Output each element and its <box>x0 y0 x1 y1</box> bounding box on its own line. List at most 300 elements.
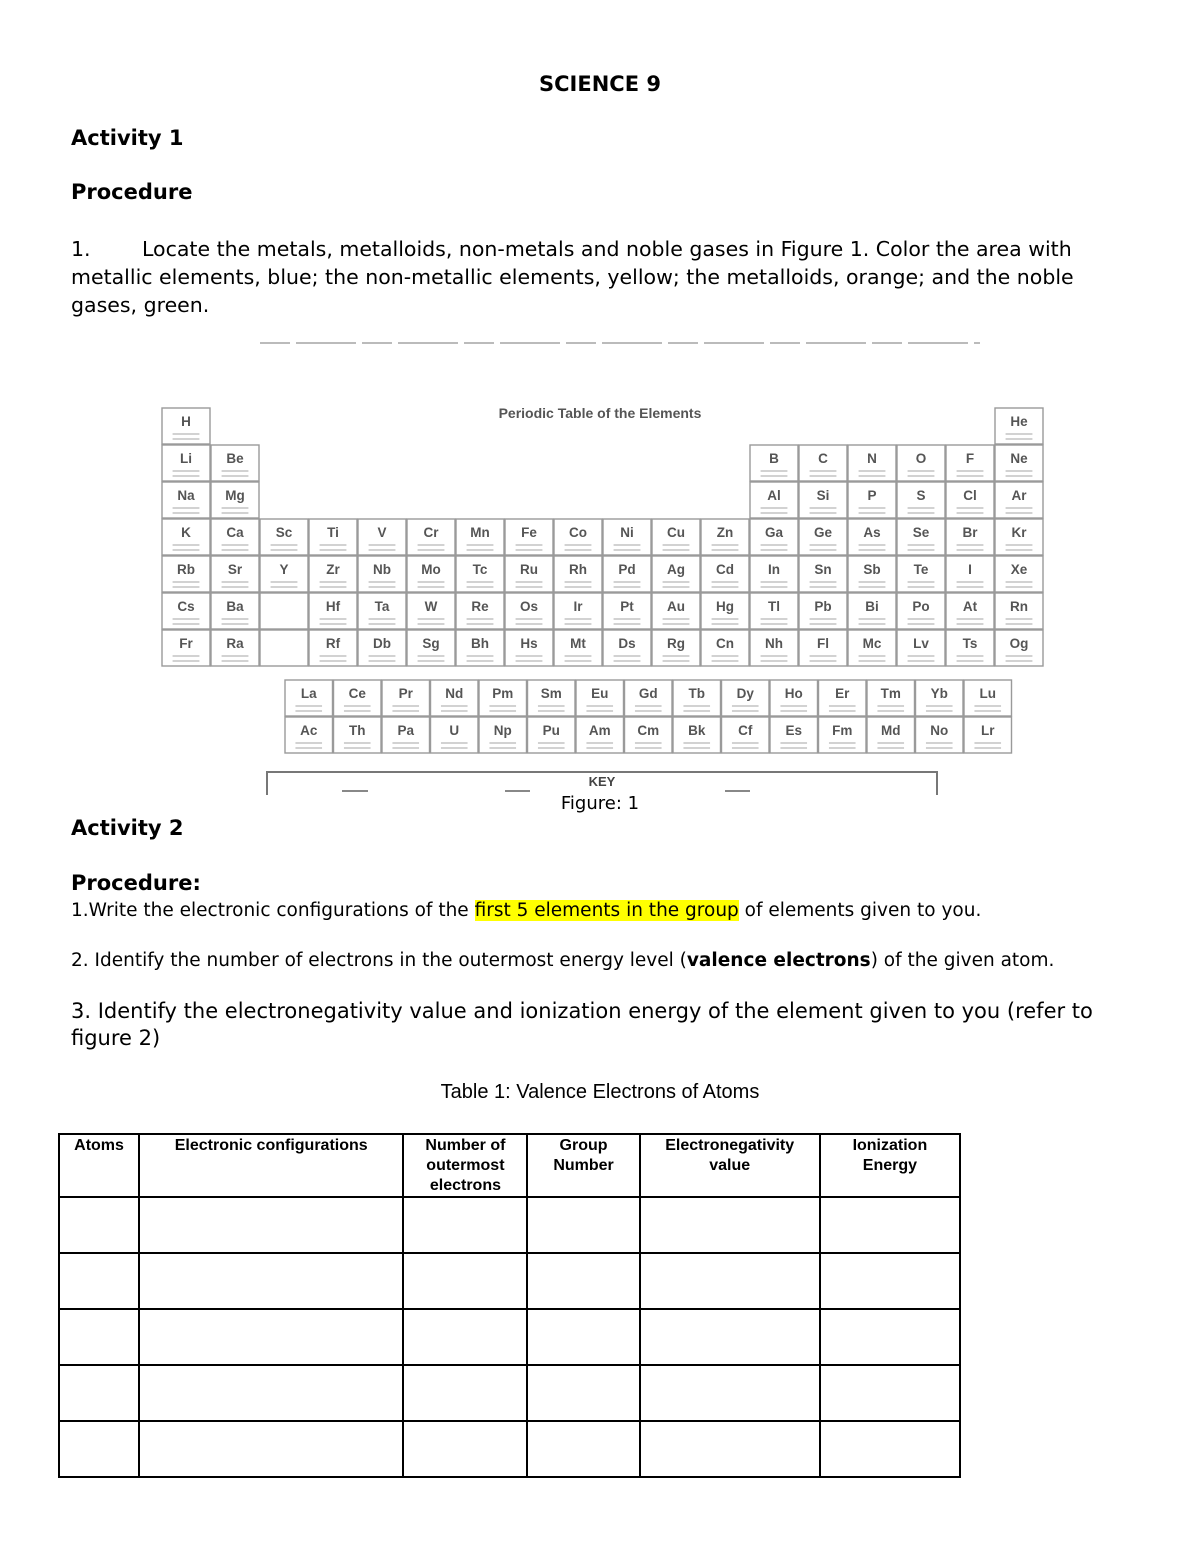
element-symbol: Lv <box>913 636 929 651</box>
element-symbol: Tm <box>880 686 901 701</box>
element-As <box>848 519 896 555</box>
periodic-table-figure <box>160 340 1045 795</box>
element-symbol: Th <box>349 723 366 738</box>
element-Pm <box>479 680 527 716</box>
element-symbol: Am <box>588 723 611 738</box>
element-Lv <box>897 630 945 666</box>
table-cell[interactable] <box>820 1309 960 1365</box>
element-symbol: Cn <box>716 636 734 651</box>
bold-term: valence electrons <box>686 950 871 971</box>
element-symbol: Sb <box>863 562 881 577</box>
element-symbol: Db <box>373 636 391 651</box>
highlighted-text: first 5 elements in the group <box>474 900 739 921</box>
col-header-atoms: Atoms <box>59 1134 139 1197</box>
element-V <box>358 519 406 555</box>
element-symbol: Y <box>279 562 289 577</box>
element-Cn <box>701 630 749 666</box>
table-row <box>59 1309 960 1365</box>
element-In <box>750 556 798 592</box>
element-Ni <box>603 519 651 555</box>
element-Pu <box>528 717 576 753</box>
element-Am <box>576 717 624 753</box>
table-cell[interactable] <box>820 1197 960 1253</box>
element-symbol: Ho <box>784 686 803 701</box>
element-Fe <box>505 519 553 555</box>
element-symbol: Si <box>816 488 830 503</box>
element-symbol: Rb <box>177 562 195 577</box>
element-symbol: No <box>930 723 949 738</box>
col-header-group-number: Group Number <box>527 1134 639 1197</box>
element-symbol: Ra <box>226 636 244 651</box>
element-Kr <box>995 519 1043 555</box>
element-Er <box>819 680 867 716</box>
element-Fr <box>162 630 210 666</box>
table-cell[interactable] <box>139 1309 403 1365</box>
element-symbol: Ge <box>813 525 833 540</box>
element-Pd <box>603 556 651 592</box>
element-Rg <box>652 630 700 666</box>
activity-2-heading: Activity 2 <box>71 816 184 840</box>
element-Nh <box>750 630 798 666</box>
element-Ag <box>652 556 700 592</box>
element-Na <box>162 482 210 518</box>
element-symbol: Pd <box>618 562 636 577</box>
element-symbol: Tl <box>768 599 780 614</box>
element-Mg <box>211 482 259 518</box>
element-Cl <box>946 482 994 518</box>
element-Re <box>456 593 504 629</box>
element-Ba <box>211 593 259 629</box>
element-Tl <box>750 593 798 629</box>
element-symbol: In <box>768 562 780 577</box>
valence-electrons-table <box>58 1133 961 1478</box>
table-cell[interactable] <box>820 1421 960 1477</box>
element-symbol: B <box>769 451 779 466</box>
element-symbol: Pu <box>542 723 560 738</box>
col-header-ionization-energy: Ionization Energy <box>820 1134 960 1197</box>
element-Mo <box>407 556 455 592</box>
table-cell[interactable] <box>139 1365 403 1421</box>
element-symbol: Cu <box>667 525 685 540</box>
element-symbol: W <box>424 599 438 614</box>
element-symbol: Te <box>913 562 929 577</box>
element-symbol: Mg <box>225 488 245 503</box>
element-Ga <box>750 519 798 555</box>
element-symbol: Ag <box>667 562 685 577</box>
activity-2-step-2: 2. Identify the number of electrons in the outermost energy level (valence electrons) of the given atom. <box>71 950 1055 971</box>
page-title: SCIENCE 9 <box>539 72 661 96</box>
element-symbol: Er <box>835 686 850 701</box>
element-symbol: Ts <box>962 636 978 651</box>
table-cell[interactable] <box>59 1197 139 1253</box>
element-W <box>407 593 455 629</box>
element-symbol: Pm <box>492 686 514 701</box>
table-row <box>59 1421 960 1477</box>
element-symbol: Cs <box>177 599 195 614</box>
element-Db <box>358 630 406 666</box>
element-symbol: P <box>867 488 877 503</box>
table-cell[interactable] <box>403 1197 527 1253</box>
element-symbol: Hf <box>325 599 341 614</box>
element-Pb <box>799 593 847 629</box>
element-symbol: Pa <box>397 723 415 738</box>
element-symbol: Yb <box>930 686 948 701</box>
table-cell[interactable] <box>59 1365 139 1421</box>
element-Nd <box>431 680 479 716</box>
element-symbol: Rg <box>667 636 685 651</box>
placeholder-cell <box>260 630 308 666</box>
element-symbol: Cr <box>423 525 439 540</box>
element-Fl <box>799 630 847 666</box>
element-symbol: Fm <box>832 723 853 738</box>
element-symbol: Ar <box>1011 488 1027 503</box>
element-symbol: V <box>377 525 387 540</box>
element-symbol: Sg <box>422 636 440 651</box>
procedure-heading-2: Procedure: <box>71 871 201 895</box>
table-cell[interactable] <box>403 1421 527 1477</box>
element-symbol: Be <box>226 451 244 466</box>
key-label: KEY <box>588 774 616 789</box>
element-Au <box>652 593 700 629</box>
element-Bi <box>848 593 896 629</box>
element-symbol: Nb <box>373 562 391 577</box>
element-symbol: Ir <box>573 599 583 614</box>
element-symbol: Bi <box>865 599 879 614</box>
element-symbol: Tc <box>472 562 488 577</box>
table-cell[interactable] <box>527 1421 639 1477</box>
element-Sb <box>848 556 896 592</box>
element-No <box>916 717 964 753</box>
element-H <box>162 408 210 444</box>
element-symbol: Md <box>881 723 901 738</box>
activity-1-step <box>71 235 1131 319</box>
element-Ra <box>211 630 259 666</box>
element-symbol: F <box>965 451 975 466</box>
element-symbol: Ac <box>300 723 318 738</box>
step-text: Locate the metals, metalloids, non-metals and noble gases in Figure 1. Color the area with metallic elements, blue; the non-metallic elements, yellow; the metalloids, orange; and the noble gases, green. <box>71 237 1074 317</box>
element-I <box>946 556 994 592</box>
element-symbol: Es <box>785 723 803 738</box>
element-symbol: Hg <box>716 599 734 614</box>
element-symbol: U <box>449 723 460 738</box>
element-Ti <box>309 519 357 555</box>
element-K <box>162 519 210 555</box>
element-symbol: Co <box>569 525 587 540</box>
element-Pt <box>603 593 651 629</box>
element-symbol: Mt <box>570 636 586 651</box>
element-symbol: Bk <box>688 723 706 738</box>
element-symbol: N <box>867 451 877 466</box>
element-symbol: O <box>915 451 927 466</box>
element-symbol: Br <box>962 525 978 540</box>
table-cell[interactable] <box>640 1309 820 1365</box>
element-C <box>799 445 847 481</box>
element-Es <box>770 717 818 753</box>
element-Si <box>799 482 847 518</box>
element-symbol: Sm <box>540 686 562 701</box>
element-Sc <box>260 519 308 555</box>
element-symbol: Ru <box>520 562 538 577</box>
element-symbol: Ne <box>1010 451 1028 466</box>
element-Ds <box>603 630 651 666</box>
col-header-electronegativity: Electronegativity value <box>640 1134 820 1197</box>
element-symbol: Al <box>767 488 781 503</box>
element-symbol: Sr <box>227 562 243 577</box>
col-header-outermost-electrons: Number of outermost electrons <box>403 1134 527 1197</box>
element-symbol: Ba <box>226 599 244 614</box>
element-Tc <box>456 556 504 592</box>
element-Os <box>505 593 553 629</box>
element-symbol: Zn <box>716 525 734 540</box>
element-Tm <box>867 680 915 716</box>
element-Y <box>260 556 308 592</box>
element-symbol: Rn <box>1010 599 1028 614</box>
table-cell[interactable] <box>139 1253 403 1309</box>
element-He <box>995 408 1043 444</box>
element-Sm <box>528 680 576 716</box>
element-Br <box>946 519 994 555</box>
element-symbol: Lu <box>979 686 996 701</box>
table-cell[interactable] <box>403 1253 527 1309</box>
element-N <box>848 445 896 481</box>
element-Cr <box>407 519 455 555</box>
table-cell[interactable] <box>820 1365 960 1421</box>
element-Sg <box>407 630 455 666</box>
element-symbol: Hs <box>520 636 538 651</box>
element-symbol: Fr <box>179 636 193 651</box>
element-symbol: Ta <box>374 599 390 614</box>
element-symbol: Fe <box>521 525 537 540</box>
element-Xe <box>995 556 1043 592</box>
element-symbol: Eu <box>591 686 609 701</box>
element-Rb <box>162 556 210 592</box>
table-cell[interactable] <box>527 1197 639 1253</box>
element-symbol: Pt <box>620 599 634 614</box>
element-Mc <box>848 630 896 666</box>
element-symbol: At <box>962 599 978 614</box>
table-cell[interactable] <box>403 1365 527 1421</box>
table-cell[interactable] <box>820 1253 960 1309</box>
figure-caption: Figure: 1 <box>560 793 640 814</box>
element-symbol: Cd <box>716 562 734 577</box>
element-Bh <box>456 630 504 666</box>
element-symbol: Pr <box>398 686 413 701</box>
element-symbol: Np <box>493 723 512 738</box>
element-Ho <box>770 680 818 716</box>
element-symbol: Os <box>519 599 539 614</box>
element-Rf <box>309 630 357 666</box>
element-Ta <box>358 593 406 629</box>
element-symbol: Ga <box>764 525 784 540</box>
element-Lu <box>964 680 1012 716</box>
element-symbol: Cf <box>738 723 753 738</box>
element-Co <box>554 519 602 555</box>
element-symbol: C <box>818 451 828 466</box>
table-cell[interactable] <box>59 1421 139 1477</box>
element-Li <box>162 445 210 481</box>
element-Al <box>750 482 798 518</box>
element-Np <box>479 717 527 753</box>
element-Rh <box>554 556 602 592</box>
element-Fm <box>819 717 867 753</box>
element-Ac <box>285 717 333 753</box>
element-Ar <box>995 482 1043 518</box>
element-P <box>848 482 896 518</box>
activity-2-step-3: 3. Identify the electronegativity value and ionization energy of the element given to you (refer to figure 2) <box>71 999 1093 1050</box>
table-cell[interactable] <box>139 1421 403 1477</box>
element-Hf <box>309 593 357 629</box>
element-symbol: Sn <box>814 562 832 577</box>
table-row <box>59 1197 960 1253</box>
activity-1-heading: Activity 1 <box>71 126 184 150</box>
element-symbol: Nd <box>445 686 464 701</box>
element-symbol: Rf <box>325 636 341 651</box>
element-Ne <box>995 445 1043 481</box>
element-B <box>750 445 798 481</box>
placeholder-cell <box>260 593 308 629</box>
element-symbol: Mo <box>421 562 441 577</box>
element-Lr <box>964 717 1012 753</box>
element-symbol: Lr <box>981 723 995 738</box>
element-symbol: Tb <box>688 686 705 701</box>
element-Tb <box>673 680 721 716</box>
element-Md <box>867 717 915 753</box>
element-symbol: Pb <box>814 599 832 614</box>
element-Te <box>897 556 945 592</box>
activity-2-step-1: 1.Write the electronic configurations of the first 5 elements in the group of elements given to you. <box>71 900 982 921</box>
element-Rn <box>995 593 1043 629</box>
table-row <box>59 1365 960 1421</box>
element-symbol: Kr <box>1011 525 1027 540</box>
table-caption: Table 1: Valence Electrons of Atoms <box>440 1081 760 1103</box>
element-cells <box>162 408 1043 753</box>
table-cell[interactable] <box>403 1309 527 1365</box>
element-Og <box>995 630 1043 666</box>
element-symbol: Re <box>471 599 489 614</box>
element-symbol: Ni <box>620 525 634 540</box>
element-Cm <box>625 717 673 753</box>
table-header-row <box>59 1134 960 1197</box>
element-symbol: As <box>863 525 881 540</box>
table-cell[interactable] <box>527 1309 639 1365</box>
element-Yb <box>916 680 964 716</box>
element-symbol: Ds <box>618 636 636 651</box>
element-Th <box>334 717 382 753</box>
element-Se <box>897 519 945 555</box>
col-header-electronic-configurations: Electronic configurations <box>139 1134 403 1197</box>
element-symbol: Mn <box>470 525 490 540</box>
element-Cf <box>722 717 770 753</box>
element-symbol: Na <box>177 488 195 503</box>
element-symbol: Xe <box>1010 562 1028 577</box>
element-La <box>285 680 333 716</box>
element-Pr <box>382 680 430 716</box>
element-Ir <box>554 593 602 629</box>
element-symbol: He <box>1010 414 1028 429</box>
element-Cs <box>162 593 210 629</box>
element-symbol: Cm <box>637 723 660 738</box>
element-Dy <box>722 680 770 716</box>
element-symbol: Og <box>1009 636 1029 651</box>
element-Ce <box>334 680 382 716</box>
element-Po <box>897 593 945 629</box>
element-symbol: Ce <box>348 686 366 701</box>
element-symbol: Bh <box>471 636 489 651</box>
element-Ru <box>505 556 553 592</box>
element-U <box>431 717 479 753</box>
table-cell[interactable] <box>59 1253 139 1309</box>
element-Gd <box>625 680 673 716</box>
element-Sn <box>799 556 847 592</box>
element-symbol: Nh <box>765 636 783 651</box>
element-F <box>946 445 994 481</box>
element-Mn <box>456 519 504 555</box>
element-symbol: Zr <box>326 562 340 577</box>
periodic-table-title: Periodic Table of the Elements <box>498 405 702 421</box>
element-Eu <box>576 680 624 716</box>
element-symbol: H <box>181 414 191 429</box>
element-symbol: Au <box>667 599 685 614</box>
table-row <box>59 1253 960 1309</box>
element-symbol: Sc <box>275 525 293 540</box>
element-symbol: I <box>968 562 972 577</box>
element-symbol: Gd <box>638 686 658 701</box>
element-symbol: Fl <box>817 636 829 651</box>
step-number: 1. <box>71 237 91 261</box>
element-symbol: Rh <box>569 562 587 577</box>
table-cell[interactable] <box>527 1253 639 1309</box>
element-Cd <box>701 556 749 592</box>
element-Cu <box>652 519 700 555</box>
element-symbol: Li <box>180 451 192 466</box>
element-symbol: K <box>181 525 191 540</box>
element-Ge <box>799 519 847 555</box>
element-S <box>897 482 945 518</box>
table-cell[interactable] <box>640 1421 820 1477</box>
element-symbol: Cl <box>963 488 977 503</box>
element-Hs <box>505 630 553 666</box>
element-Zr <box>309 556 357 592</box>
element-At <box>946 593 994 629</box>
element-symbol: S <box>916 488 926 503</box>
element-O <box>897 445 945 481</box>
table-cell[interactable] <box>640 1197 820 1253</box>
element-Zn <box>701 519 749 555</box>
element-symbol: Po <box>912 599 930 614</box>
element-Be <box>211 445 259 481</box>
table-cell[interactable] <box>640 1365 820 1421</box>
element-symbol: La <box>300 686 317 701</box>
element-symbol: Ti <box>327 525 339 540</box>
table-cell[interactable] <box>527 1365 639 1421</box>
element-Ts <box>946 630 994 666</box>
table-cell[interactable] <box>139 1197 403 1253</box>
element-Sr <box>211 556 259 592</box>
element-symbol: Dy <box>736 686 754 701</box>
element-Mt <box>554 630 602 666</box>
table-cell[interactable] <box>640 1253 820 1309</box>
table-cell[interactable] <box>59 1309 139 1365</box>
element-symbol: Mc <box>862 636 882 651</box>
element-Hg <box>701 593 749 629</box>
element-Bk <box>673 717 721 753</box>
element-symbol: Se <box>912 525 930 540</box>
element-Nb <box>358 556 406 592</box>
element-symbol: Ca <box>226 525 244 540</box>
element-Ca <box>211 519 259 555</box>
procedure-heading-1: Procedure <box>71 180 193 204</box>
element-Pa <box>382 717 430 753</box>
